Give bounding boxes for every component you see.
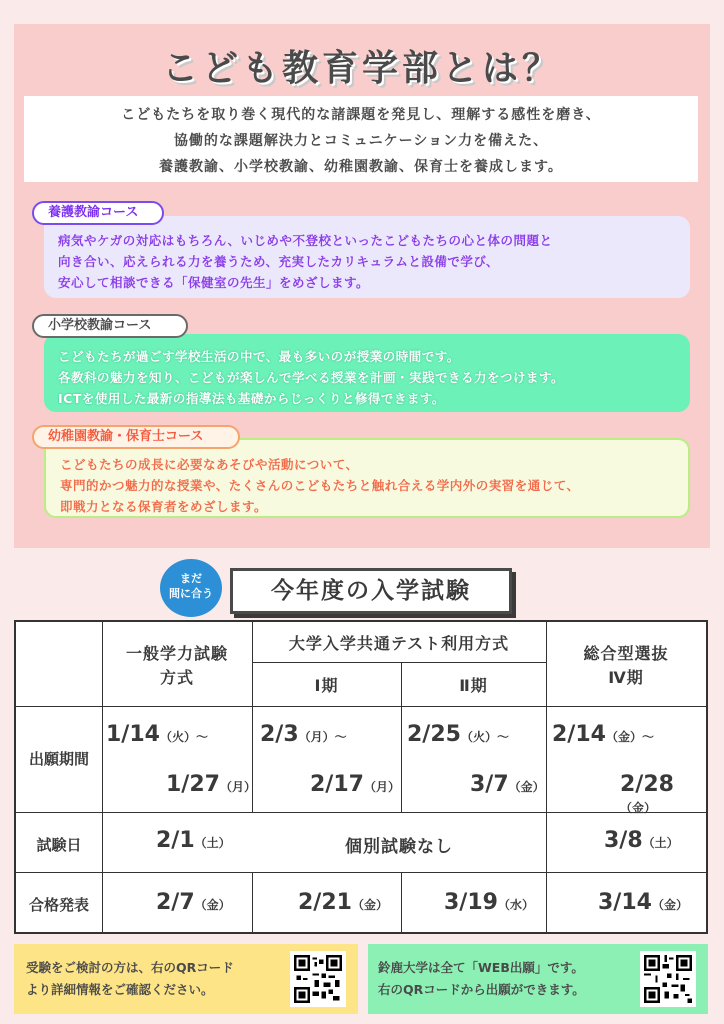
- header-sogo: [546, 642, 706, 690]
- date-value: 1/14: [106, 722, 160, 747]
- badge-line: まだ: [180, 572, 202, 585]
- notice-line: 右のQRコードから出願ができます。: [378, 982, 585, 997]
- yogo-course-description: [44, 216, 690, 298]
- result-common1: [298, 890, 388, 915]
- exam-sogo: [604, 828, 679, 853]
- header-line: 総合型選抜: [583, 644, 669, 663]
- date-day: （金）: [620, 801, 657, 815]
- header-line: Ⅳ期: [608, 668, 644, 687]
- page-title: こども教育学部とは？: [161, 48, 562, 89]
- table-divider: [16, 872, 706, 873]
- application-qr-code-icon[interactable]: [640, 951, 696, 1007]
- date-value: 1/27: [166, 772, 220, 797]
- intro-line: こどもたちを取り巻く現代的な諸課題を発見し、理解する感性を磨き、: [121, 107, 601, 123]
- date-value: 2/28: [620, 772, 674, 797]
- elementary-course-tag: 小学校教諭コース: [32, 314, 188, 338]
- table-divider: [252, 662, 546, 663]
- period-sogo-end: [620, 772, 706, 816]
- course-line: 即戦力となる保育者をめざします。: [60, 499, 268, 514]
- date-day: （金）: [508, 780, 545, 794]
- period-common2-end: [470, 772, 545, 797]
- header-common-phase-1: Ⅰ期: [314, 676, 339, 695]
- date-day: （月）: [363, 780, 400, 794]
- date-day: （火）～: [460, 730, 509, 744]
- intro-line: 養護教諭、小学校教諭、幼稚園教諭、保育士を養成します。: [159, 159, 563, 175]
- course-line: 向き合い、応えられる力を養うため、充実したカリキュラムと設備で学び、: [58, 254, 499, 269]
- date-day: （月）: [219, 780, 256, 794]
- period-common1-end: [310, 772, 400, 797]
- notice-line: 受験をご検討の方は、右のQRコード: [26, 960, 234, 975]
- date-value: 2/25: [407, 722, 461, 747]
- date-day: （金）～: [605, 730, 654, 744]
- period-general-end: [166, 772, 256, 797]
- date-value: 3/8: [604, 828, 643, 853]
- date-day: （金）: [194, 898, 231, 912]
- row-label-result-date: 合格発表: [28, 896, 89, 914]
- kindergarten-course-description: [44, 438, 690, 518]
- result-common2: [444, 890, 534, 915]
- date-day: （土）: [194, 836, 231, 850]
- course-line: 安心して相談できる「保健室の先生」をめざします。: [58, 275, 370, 290]
- date-day: （水）: [497, 898, 534, 912]
- date-day: （月）～: [298, 730, 347, 744]
- period-general-start: [106, 722, 208, 747]
- date-value: 3/14: [598, 890, 652, 915]
- kindergarten-course-tag: 幼稚園教諭・保育士コース: [32, 425, 240, 449]
- header-common-phase-2: Ⅱ期: [459, 676, 488, 695]
- table-divider: [16, 812, 706, 813]
- date-day: （金）: [651, 898, 688, 912]
- course-line: ICTを使用した最新の指導法も基礎からじっくりと修得できます。: [58, 391, 445, 406]
- row-label-exam-date: 試験日: [36, 836, 82, 854]
- table-divider: [16, 706, 706, 707]
- notice-line: より詳細情報をご確認ください。: [26, 982, 214, 997]
- date-value: 3/7: [470, 772, 509, 797]
- period-sogo-start: [552, 722, 654, 747]
- date-value: 2/7: [156, 890, 195, 915]
- elementary-course-description: [44, 334, 690, 412]
- course-line: こどもたちの成長に必要なあそびや活動について、: [60, 457, 359, 472]
- yogo-course-tag: 養護教諭コース: [32, 201, 164, 225]
- info-qr-code-icon[interactable]: [290, 951, 346, 1007]
- header-line: 方式: [159, 668, 194, 687]
- date-day: （土）: [642, 836, 679, 850]
- notice-line: 鈴鹿大学は全て「WEB出願」です。: [378, 960, 584, 975]
- date-value: 2/3: [260, 722, 299, 747]
- exam-schedule-table: [14, 620, 708, 934]
- row-label-application-period: 出願期間: [28, 750, 89, 768]
- date-value: 2/17: [310, 772, 364, 797]
- course-line: 各教科の魅力を知り、こどもが楽しんで学べる授業を計画・実践できる力をつけます。: [58, 370, 565, 385]
- course-line: こどもたちが過ごす学校生活の中で、最も多いのが授業の時間です。: [58, 349, 460, 364]
- header-common-test: 大学入学共通テスト利用方式: [288, 634, 510, 653]
- result-sogo: [598, 890, 688, 915]
- exam-general: [156, 828, 231, 853]
- exam-heading: 今年度の入学試験: [230, 568, 512, 614]
- date-value: 3/19: [444, 890, 498, 915]
- result-general: [156, 890, 231, 915]
- badge-line: 間に合う: [169, 587, 213, 600]
- date-value: 2/14: [552, 722, 606, 747]
- period-common2-start: [407, 722, 509, 747]
- intro-box: [24, 96, 698, 182]
- date-value: 2/1: [156, 828, 195, 853]
- header-line: 一般学力試験: [125, 644, 228, 663]
- table-divider: [252, 872, 253, 932]
- date-day: （火）～: [159, 730, 208, 744]
- table-divider: [401, 872, 402, 932]
- intro-line: 協働的な課題解決力とコミュニケーション力を備えた、: [173, 133, 549, 149]
- course-line: 専門的かつ魅力的な授業や、たくさんのこどもたちと触れ合える学内外の実習を通じて、: [60, 478, 580, 493]
- exam-common: 個別試験なし: [345, 837, 453, 857]
- period-common1-start: [260, 722, 347, 747]
- date-day: （金）: [351, 898, 388, 912]
- still-in-time-badge: [160, 559, 222, 617]
- date-value: 2/21: [298, 890, 352, 915]
- course-line: 病気やケガの対応はもちろん、いじめや不登校といったこどもたちの心と体の問題と: [58, 233, 553, 248]
- header-general: [102, 642, 252, 690]
